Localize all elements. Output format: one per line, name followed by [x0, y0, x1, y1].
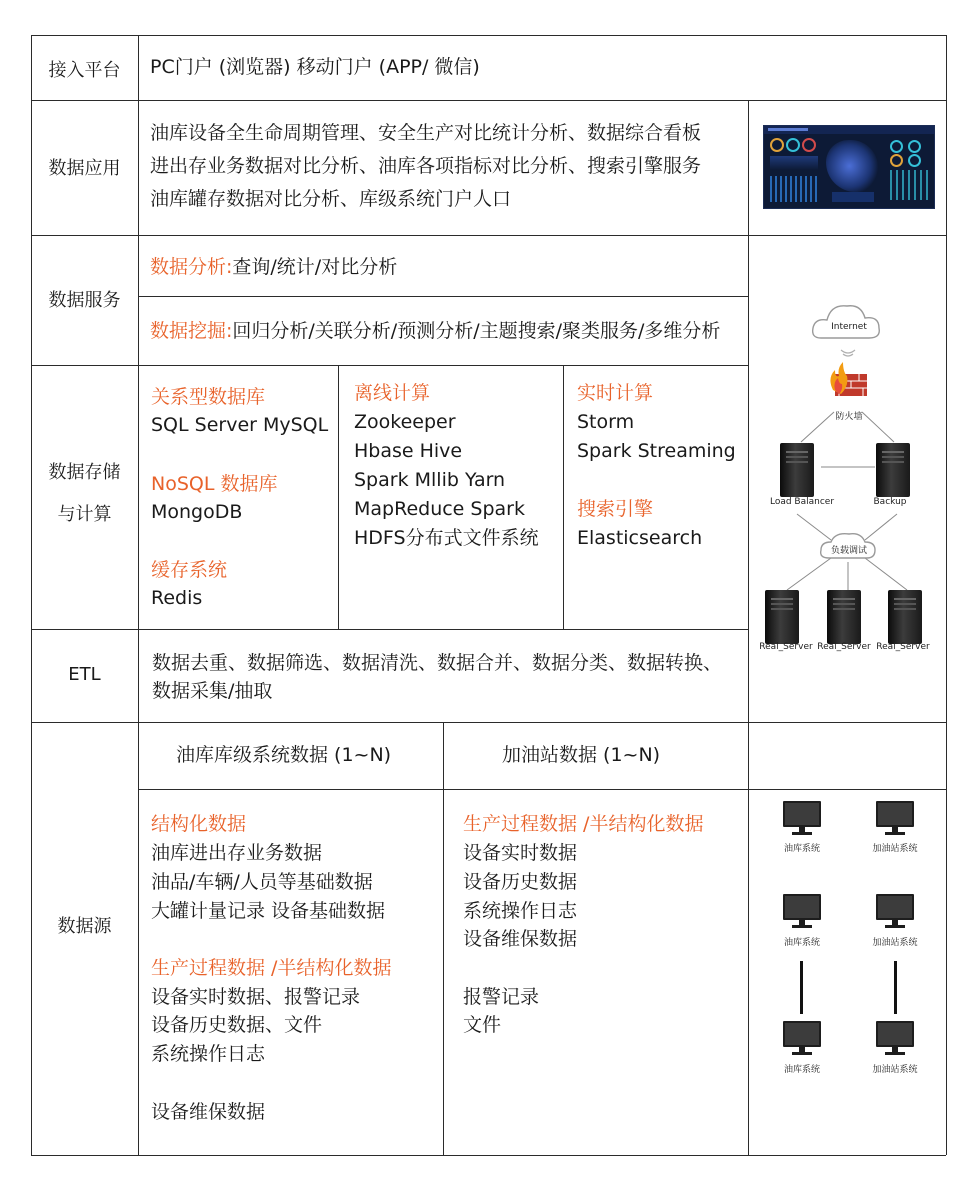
sources-right-item: 设备维保数据: [463, 928, 578, 950]
storage-col-divider-2: [563, 365, 564, 629]
services-analysis-body: 查询/统计/对比分析: [232, 256, 398, 278]
depot-terminal-label: 油库系统: [783, 844, 820, 854]
backup-server-icon: [876, 443, 910, 497]
sources-col-divider: [443, 722, 444, 1155]
row-label-access: 接入平台: [48, 60, 121, 81]
row-label-etl: ETL: [68, 664, 101, 685]
sources-left-item: 油品/车辆/人员等基础数据: [151, 871, 373, 893]
storage-offline-item: Zookeeper: [354, 411, 456, 433]
sources-left-item: 设备历史数据、文件: [151, 1014, 323, 1036]
access-content: PC门户 (浏览器) 移动门户 (APP/ 微信): [150, 56, 480, 78]
row-label-services: 数据服务: [48, 290, 121, 311]
station-terminal-icon: [876, 894, 914, 930]
storage-relational-heading: 关系型数据库: [151, 386, 266, 408]
row-label-sources: 数据源: [57, 916, 112, 937]
row-label-apps: 数据应用: [48, 158, 121, 179]
signal-icon: [841, 350, 855, 356]
row-divider-1: [31, 100, 946, 101]
station-terminal-icon: [876, 1021, 914, 1057]
label-column-divider: [138, 35, 139, 1155]
storage-search-heading: 搜索引擎: [577, 498, 654, 520]
storage-nosql-heading: NoSQL 数据库: [151, 473, 278, 495]
sources-left-item: 大罐计量记录 设备基础数据: [151, 900, 386, 922]
sources-left-item: 油库进出存业务数据: [151, 842, 323, 864]
storage-offline-item: MapReduce Spark: [354, 498, 525, 520]
services-mining-head: 数据挖掘:: [150, 320, 233, 342]
storage-search-item: Elasticsearch: [577, 527, 703, 549]
storage-offline-item: Spark Mllib Yarn: [354, 469, 506, 491]
firewall-label: 防火墙: [835, 412, 863, 422]
row-label-storage-2: 与计算: [57, 504, 112, 525]
storage-offline-item: HDFS分布式文件系统: [354, 527, 539, 549]
border-top: [31, 35, 946, 36]
apps-line-2: 进出存业务数据对比分析、油库各项指标对比分析、搜索引擎服务: [150, 155, 702, 177]
services-inner-divider: [138, 296, 748, 297]
sources-right-item: 设备历史数据: [463, 871, 578, 893]
real-server-icon: [765, 590, 799, 644]
sources-left-process-heading: 生产过程数据 /半结构化数据: [151, 957, 392, 979]
sources-left-item: 系统操作日志: [151, 1043, 266, 1065]
services-analysis: [150, 253, 397, 282]
station-terminal-icon: [876, 801, 914, 837]
row-divider-2: [31, 235, 946, 236]
sources-right-header: 加油站数据 (1~N): [502, 744, 661, 766]
storage-cache-items: Redis: [151, 587, 203, 609]
storage-offline-item: Hbase Hive: [354, 440, 463, 462]
storage-cache-heading: 缓存系统: [151, 559, 228, 581]
storage-realtime-item: Storm: [577, 411, 635, 433]
station-terminal-label: 加油站系统: [872, 938, 918, 948]
services-analysis-head: 数据分析:: [150, 256, 233, 278]
real-server-icon: [827, 590, 861, 644]
internet-label: Internet: [831, 322, 867, 332]
etl-line-2: 数据采集/抽取: [152, 680, 273, 702]
station-ellipsis-line: [894, 961, 897, 1014]
sources-left-item: 设备实时数据、报警记录: [151, 986, 361, 1008]
storage-col-divider-1: [338, 365, 339, 629]
storage-offline-heading: 离线计算: [354, 382, 431, 404]
row-divider-5: [31, 722, 946, 723]
sources-right-item: 系统操作日志: [463, 900, 578, 922]
depot-terminal-icon: [783, 1021, 821, 1057]
row-divider-4: [31, 629, 748, 630]
storage-realtime-item: Spark Streaming: [577, 440, 736, 462]
depot-terminal-icon: [783, 801, 821, 837]
sources-left-header: 油库库级系统数据 (1~N): [176, 744, 392, 766]
row-divider-3: [31, 365, 748, 366]
depot-ellipsis-line: [800, 961, 803, 1014]
firewall-icon: [830, 362, 867, 396]
source-header-divider: [138, 789, 946, 790]
station-terminal-label: 加油站系统: [872, 844, 918, 854]
sources-right-process-heading: 生产过程数据 /半结构化数据: [463, 813, 704, 835]
load-balancer-server-icon: [780, 443, 814, 497]
backup-label: Backup: [873, 497, 907, 507]
sources-right-item: 文件: [463, 1014, 502, 1036]
real-server-label: Real_Server: [876, 642, 930, 652]
border-left: [31, 35, 32, 1155]
depot-terminal-label: 油库系统: [783, 1065, 820, 1075]
etl-line-1: 数据去重、数据筛选、数据清洗、数据合并、数据分类、数据转换、: [152, 652, 723, 674]
station-terminal-label: 加油站系统: [872, 1065, 918, 1075]
storage-realtime-heading: 实时计算: [577, 382, 654, 404]
sources-right-item: 设备实时数据: [463, 842, 578, 864]
sources-right-item: 报警记录: [463, 986, 540, 1008]
services-mining-body: 回归分析/关联分析/预测分析/主题搜索/聚类服务/多维分析: [232, 320, 721, 342]
sources-left-item: 设备维保数据: [151, 1101, 266, 1123]
services-mining: [150, 317, 720, 346]
real-server-label: Real_Server: [759, 642, 813, 652]
storage-relational-items: SQL Server MySQL: [151, 414, 329, 436]
row-label-storage-1: 数据存储: [48, 462, 121, 483]
real-server-label: Real_Server: [817, 642, 871, 652]
border-bottom: [31, 1155, 946, 1156]
sources-left-structured-heading: 结构化数据: [151, 813, 247, 835]
dashboard-thumbnail: [763, 125, 935, 209]
depot-terminal-icon: [783, 894, 821, 930]
apps-line-3: 油库罐存数据对比分析、库级系统门户人口: [150, 188, 512, 210]
real-server-icon: [888, 590, 922, 644]
lb-cloud-label: 负载调试: [830, 546, 867, 556]
load-balancer-label: Load Balancer: [769, 497, 835, 507]
depot-terminal-label: 油库系统: [783, 938, 820, 948]
storage-nosql-items: MongoDB: [151, 501, 243, 523]
apps-line-1: 油库设备全生命周期管理、安全生产对比统计分析、数据综合看板: [150, 122, 702, 144]
